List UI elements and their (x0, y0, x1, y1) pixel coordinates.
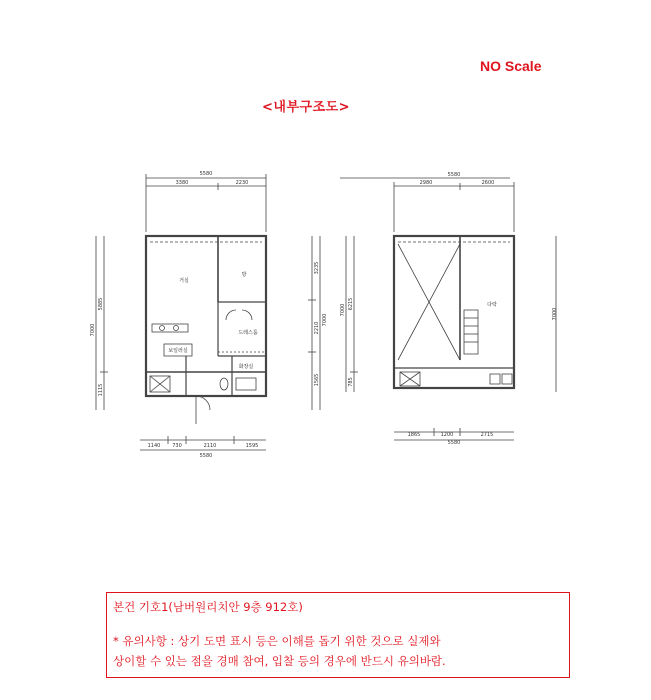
room-bath: 화장실 (238, 364, 254, 370)
r-top-total: 5580 (447, 172, 461, 178)
right-total-v: 7000 (322, 313, 328, 327)
left-top-total: 5580 (199, 171, 213, 177)
left-bottom-seg-3: 2110 (203, 443, 217, 449)
left-bottom-total: 5580 (199, 453, 213, 459)
left-top-seg-1: 3380 (175, 180, 189, 186)
left-bottom-seg-2: 730 (172, 443, 182, 449)
page-title: <내부구조도> (262, 100, 351, 115)
room-bedroom: 방 (241, 272, 247, 278)
left-dim-2: 1115 (98, 383, 104, 397)
r-right-total: 7000 (552, 307, 558, 321)
room-living: 거실 (179, 278, 189, 284)
left-dim-1: 5885 (98, 297, 104, 311)
left-top-seg-2: 2230 (235, 180, 249, 186)
no-scale-label: NO Scale (480, 58, 542, 74)
right-dim-2: 2210 (314, 321, 320, 335)
room-dress: 드레스룸 (238, 330, 258, 336)
left-total-v: 7000 (90, 323, 96, 337)
notice-box (106, 592, 570, 678)
r-bottom-seg-2: 1200 (440, 432, 454, 438)
r-bottom-total: 5580 (447, 440, 461, 446)
r-top-seg-1: 2980 (419, 180, 433, 186)
r-bottom-seg-1: 1865 (407, 432, 421, 438)
r-left-dim-2: 785 (348, 377, 354, 387)
r-left-dim-1: 6215 (348, 297, 354, 311)
left-bottom-seg-1: 1140 (147, 443, 161, 449)
right-floor-plan (340, 178, 556, 440)
room-attic: 다락 (487, 302, 497, 308)
notice-caution-1: * 유의사항 : 상기 도면 표시 등은 이해를 돕기 위한 것으로 실제와 (113, 634, 441, 648)
notice-property: 본건 기호1(남버원리치안 9층 912호) (113, 600, 303, 614)
r-top-seg-2: 2600 (481, 180, 495, 186)
left-floor-plan (96, 174, 320, 450)
right-dim-1: 3235 (314, 261, 320, 275)
r-bottom-seg-3: 2715 (480, 432, 494, 438)
left-bottom-seg-4: 1595 (245, 443, 259, 449)
right-dim-3: 1565 (314, 373, 320, 387)
r-left-total: 7000 (340, 303, 346, 317)
notice-caution-2: 상이할 수 있는 점을 경매 참여, 입찰 등의 경우에 반드시 유의바람. (113, 654, 446, 668)
room-utility: 보일러실 (168, 348, 188, 354)
